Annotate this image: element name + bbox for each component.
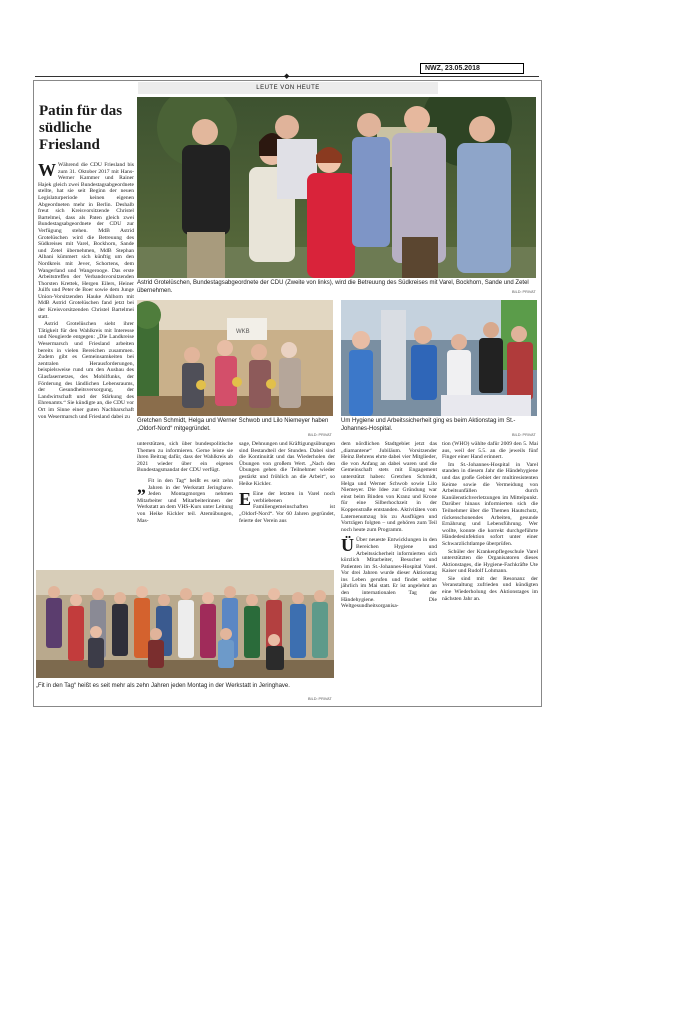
mid-right-photo bbox=[341, 300, 537, 416]
paragraph: E Eine der letzten in Varel noch verbliebenen Familiengemeinschaften ist „Oldorf-Nord“. Vor 60 Jahren gegründet, feierte der Verein aus bbox=[239, 489, 335, 524]
paragraph: Sie sind mit der Resonanz der Veranstaltung zufrieden und kündigten eine Wiederholung des Aktionstages im nächsten Jahr an. bbox=[442, 575, 538, 602]
paragraph: W Während die CDU Friesland bis zum 31. Oktober 2017 mit Hans-Werner Kammer und Rainer Hajek gleich zwei Bundestagsabgeordnete stellte, hat sie seit Beginn der neuen Legislaturperiode keinen eigenen Abgeordneten mehr in Berlin. Deshalb freut sich Kreisvorsitzende Christel Bartelmei, dass als Paten gleich zwei Bundestagsabgeordnete der CDU zur Verfügung stehen. MdB Astrid Grotelüschen wird die Betreuung des Südkreises mit Varel, Bockhorn, Sande und Zetel übernehmen, MdB Stephan Albani kümmert sich künftig um den Nordkreis mit Jever, Schortens, dem Wangerland und Wangerooge. Das erste Arbeitstreffen der Verbandsvorsitzenden Thorsten Krettek, Hergen Eilers, Heiner Juilfs und Peter de Boer sowie dem Junge Union-Vorsitzenden Hauke Ahlhorn mit MdB Astrid Grotelüschen fand jetzt bei der Kreisvorsitzenden Christel Bartelmei statt. bbox=[38, 160, 134, 320]
paragraph: Im St.-Johannes-Hospital in Varel standen in diesem Jahr die Händehygiene und das große Gebiet der multiresistenten Keime sowie die Vermeidung von Arbeitsunfällen durch Kanülenstichverletzungen im Mittelpunkt. Darüber hinaus informierten sich die Teilnehmer über die Themen Hautschutz, rückenschonendes Arbeiten, gesunde Ernährung und Lebensführung. Wer wollte, konnte die korrekt durchgeführte Händedesinfektion sofort unter einer Schwarzlichtlampe überprüfen. bbox=[442, 461, 538, 547]
diamond-icon: ◆ bbox=[284, 72, 290, 80]
photo-credit: BILD: PRIVAT bbox=[308, 433, 332, 437]
bottom-photo bbox=[36, 570, 334, 678]
column-3 bbox=[239, 441, 335, 525]
dropcap: Ü bbox=[341, 535, 354, 556]
mid-right-caption: Um Hygiene und Arbeitssicherheit ging es beim Aktionstag im St.-Johannes-Hospital. bbox=[341, 418, 516, 432]
column-4 bbox=[341, 441, 437, 611]
photo-credit: BILD: PRIVAT bbox=[512, 290, 536, 294]
paragraph: Schüler der Krankenpflegeschule Varel unterstützten die Organisatoren dieses Aktionstages, die Hygiene-Fachkräfte Ute Kaiser und Rudolf Lohmann. bbox=[442, 548, 538, 575]
paragraph: tion (WHO) wählte dafür 2009 den 5. Mai aus, weil der 5.5. an die jeweils fünf Finger einer Hand erinnert. bbox=[442, 441, 538, 461]
date-label: NWZ, 23.05.2018 bbox=[420, 63, 524, 74]
main-photo bbox=[137, 97, 536, 278]
paragraph: Ü Über neueste Entwicklungen in den Bereichen Hygiene und Arbeitssicherheit informierten sich kürzlich Mitarbeiter, Besucher und Patienten im St.-Johannes-Hospital Varel. Vor drei Jahren wurde dieser Aktionstag ins Leben gerufen und findet seither jährlich im Mai statt. Er ist angelehnt an den internationalen Tag der Händehygiene. Die Weltgesundheitsorganisa- bbox=[341, 535, 437, 610]
photo-credit: BILD: PRIVAT bbox=[512, 433, 536, 437]
dropcap: E bbox=[239, 489, 252, 510]
banner-text: WKB bbox=[236, 329, 250, 335]
column-1 bbox=[38, 162, 134, 421]
column-2 bbox=[137, 441, 233, 525]
dropcap: „ bbox=[137, 475, 146, 496]
mid-left-caption: Gretchen Schmidt, Helga und Werner Schwob und Lilo Niemeyer haben „Oldorf-Nord“ mitgegründet. bbox=[137, 418, 329, 432]
paragraph: sage, Dehnungen und Kräftigungsübungen sind Bestandteil der Stunden. Dabei sind die Kontinuität und das Wiederholen der Übungen von großem Wert. „Nach den Übungen gehen die Teilnehmer wieder gestärkt und fröhlich an die Arbeit“, so Heike Kickler. bbox=[239, 441, 335, 487]
dropcap: W bbox=[38, 160, 56, 180]
main-photo-caption: Astrid Grotelüschen, Bundestagsabgeordnete der CDU (Zweite von links), wird die Betreuung des Südkreises mit Varel, Bockhorn, Sande und Zetel übernehmen. bbox=[137, 280, 529, 294]
section-title: LEUTE VON HEUTE bbox=[138, 82, 438, 94]
paragraph: Astrid Grotelüschen sieht ihrer Tätigkeit für den Wahlkreis mit Interesse und Neugierde entgegen: „Die Landkreise Wesermarsch und Friesland arbeiten bereits in vielen Bereichen zusammen. Zudem gibt es Gemeinsamkeiten bei zentralen Herausforderungen, beispielsweise rund um den Ausbau des Glasfasernetzes, des Mobilfunks, der Förderung des ländlichen Lebensraums, der Gesundheitsversorgung, der Landwirtschaft und der Stärkung des Ehrenamts.“ Sie kündigte an, die CDU vor Ort im Sinne einer guten Nachbarschaft von Wesermarsch und Friesland dabei zu bbox=[38, 321, 134, 420]
column-5 bbox=[442, 441, 538, 603]
mid-left-photo bbox=[137, 300, 333, 416]
photo-credit: BILD: PRIVAT bbox=[308, 697, 332, 701]
paragraph: „ Fit in den Tag“ heißt es seit zehn Jahren in der Werkstatt Jeringhave. Jeden Montagmorgen nehmen Mitarbeiter und Mitarbeiterinnen der Werkstatt an dem VHS-Kurs unter Leitung von Heike Kickler teil. Atemübungen, Mas- bbox=[137, 475, 233, 524]
paragraph: dem nördlichen Stadtgebiet jetzt das „diamantene“ Jubiläum. Vorsitzender Heinz Behrens ehrte dabei vier Mitglieder, die von Anfang an dabei waren und die Gemeinschaft stets mit Engagement unterstützt haben: Gretchen Schmidt, Helga und Werner Schwob sowie Lilo Niemeyer. Die Idee zur Gründung war einst beim Binden von Kranz und Krone für eine Silberhochzeit in der Koppenstraße entstanden. Aktivitäten vom Laternenumzug bis zu Ausflügen und Vorträgen folgten – und gehören zum Teil noch heute zum Programm. bbox=[341, 441, 437, 533]
bottom-photo-caption: „Fit in den Tag“ heißt es seit mehr als zehn Jahren jeden Montag in der Werkstatt in Jeringhave. bbox=[36, 683, 290, 689]
page-title: Patin für das südliche Friesland bbox=[39, 103, 123, 153]
paragraph: unterstützen, sich über bundespolitische Themen zu informieren. Gerne leiste sie ihren Beitrag dafür, dass der Wahlkreis ab 2021 wieder über ein eigenes Bundestagsmandat der CDU verfügt. bbox=[137, 441, 233, 474]
